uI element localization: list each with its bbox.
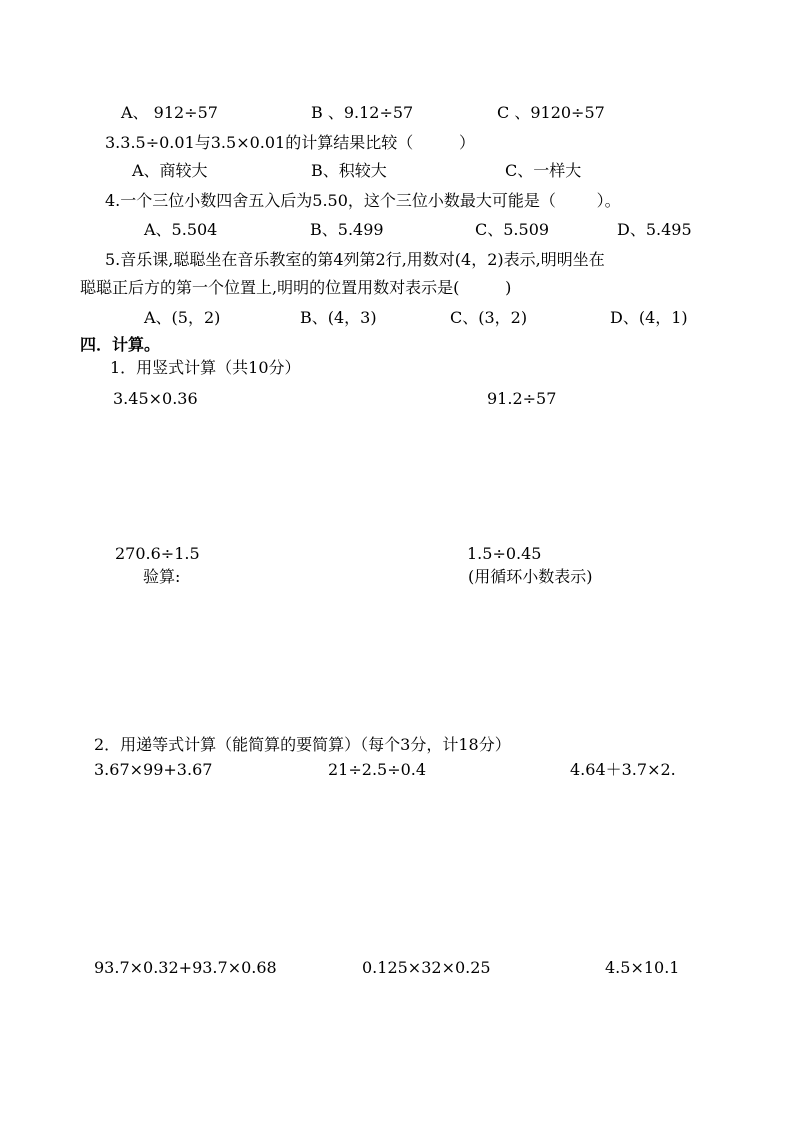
q3-option-a: A、商较大 [132,161,208,180]
q5-option-c: C、(3，2) [450,308,528,327]
q2-option-b: B 、9.12÷57 [311,103,414,122]
q4-option-c: C、5.509 [475,220,550,239]
part2-problem-6: 4.5×10.1 [605,958,680,977]
q3-option-b: B、积较大 [311,161,387,180]
q5-stem-line1: 5.音乐课,聪聪坐在音乐教室的第4列第2行,用数对(4，2)表示,明明坐在 [105,250,605,269]
q5-option-d: D、(4，1) [610,308,688,327]
part1-problem-4: 1.5÷0.45 [467,544,542,563]
part2-problem-1: 3.67×99+3.67 [94,760,213,779]
q3-stem: 3.3.5÷0.01与3.5×0.01的计算结果比较（ ） [105,133,475,152]
part2-heading: 2．用递等式计算（能简算的要简算）（每个3分，计18分） [94,735,511,754]
q4-option-a: A、5.504 [144,220,218,239]
q4-option-b: B、5.499 [310,220,384,239]
part1-problem-1: 3.45×0.36 [113,389,198,408]
q5-option-a: A、(5，2) [144,308,221,327]
q2-option-a: A、 912÷57 [121,103,218,122]
part1-problem-3-note: 验算: [143,567,181,586]
part2-problem-2: 21÷2.5÷0.4 [328,760,427,779]
part2-problem-5: 0.125×32×0.25 [362,958,491,977]
part2-problem-3: 4.64＋3.7×2. [570,760,676,779]
part1-problem-4-note: (用循环小数表示) [468,567,593,586]
q2-option-c: C 、9120÷57 [497,103,605,122]
q4-option-d: D、5.495 [617,220,692,239]
q5-option-b: B、(4，3) [300,308,377,327]
q4-stem: 4.一个三位小数四舍五入后为5.50，这个三位小数最大可能是（ ）。 [105,191,621,210]
q3-option-c: C、一样大 [505,161,582,180]
part1-problem-3: 270.6÷1.5 [115,544,200,563]
q5-stem-line2: 聪聪正后方的第一个位置上,明明的位置用数对表示是( ) [80,278,512,297]
section4-title: 四．计算。 [80,335,161,354]
part1-problem-2: 91.2÷57 [487,389,557,408]
part2-problem-4: 93.7×0.32+93.7×0.68 [94,958,277,977]
part1-heading: 1．用竖式计算（共10分） [110,358,301,377]
